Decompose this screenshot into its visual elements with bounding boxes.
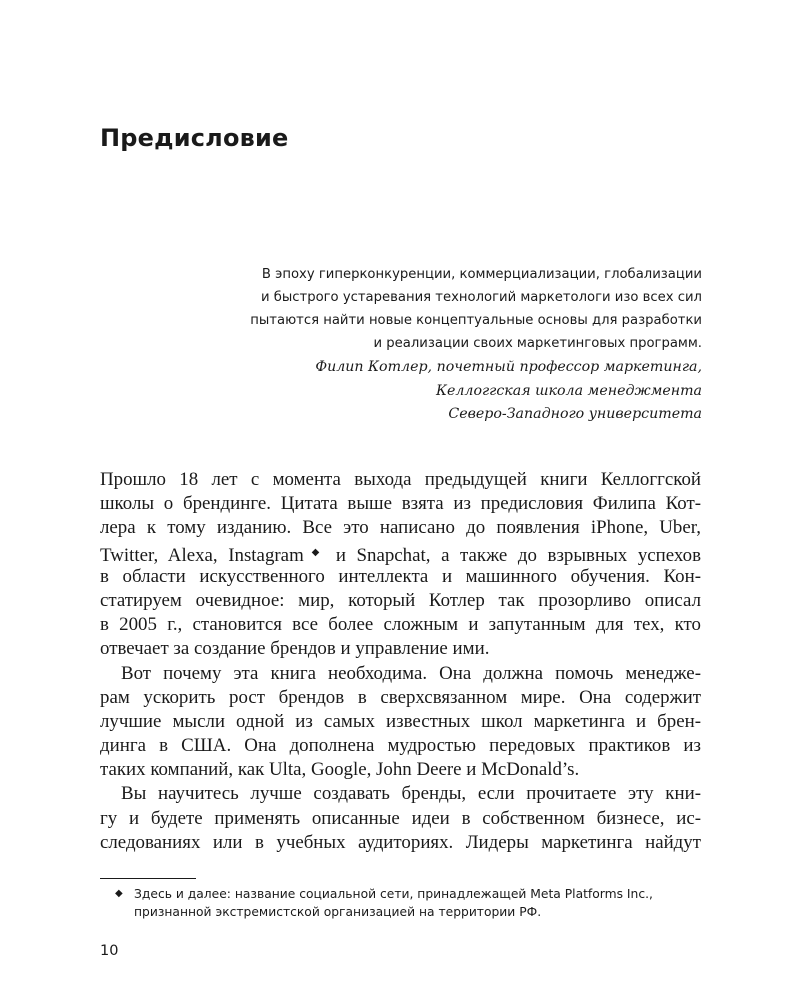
text-line: в области искусственного интеллекта и машинного обучения. Кон- (100, 565, 701, 587)
text-line: школы о брендинге. Цитата выше взята из предисловия Филипа Кот- (100, 493, 701, 515)
text-line: лучшие мысли одной из самых известных школ маркетинга и брен- (100, 710, 701, 732)
epigraph-quote-line: и быстрого устаревания технологий маркетологи изо всех сил (260, 290, 702, 305)
text-line (100, 541, 701, 565)
epigraph-quote-line: В эпоху гиперконкуренции, коммерциализации, глобализации (261, 267, 702, 282)
text-line: статируем очевидное: мир, который Котлер так прозорливо описал (100, 589, 701, 611)
text-line: следованиях или в учебных аудиториях. Лидеры маркетинга найдут (100, 831, 701, 853)
paragraph-1 (100, 468, 701, 662)
footnote-text (115, 886, 705, 921)
footnote-line: Здесь и далее: название социальной сети, принадлежащей Meta Platforms Inc., (134, 887, 653, 901)
chapter-title: Предисловие (100, 124, 289, 152)
paragraph-3 (100, 782, 701, 855)
text-line: таких компаний, как Ulta, Google, John Deere и McDonald’s. (100, 759, 580, 781)
footnote-line: признанной экстремистской организацией на территории РФ. (134, 904, 542, 919)
text-line: Прошло 18 лет с момента выхода предыдущей книги Келлоггской (100, 469, 701, 490)
text-line: Вы научитесь лучше создавать бренды, если прочитаете эту кни- (121, 783, 701, 805)
paragraph-2 (100, 662, 701, 783)
epigraph-quote (150, 263, 702, 355)
text-line: рам ускорить рост брендов в сверхсвязанном мире. Она содержит (100, 686, 701, 708)
text-line: динга в США. Она дополнена мудростью передовых практиков из (100, 735, 701, 757)
footnote-ref-marker[interactable]: ◆ (305, 546, 326, 558)
text-fragment: Twitter, Alexa, Instagram (100, 544, 304, 566)
footnote (115, 886, 705, 921)
text-line: в 2005 г., становится все более сложным и запутанным для тех, кто (100, 614, 701, 636)
footnote-divider (100, 878, 196, 879)
text-line: Вот почему эта книга необходима. Она должна помочь менедже- (121, 662, 701, 684)
attribution-line: Филип Котлер, почетный профессор маркетинга, (315, 359, 702, 375)
epigraph-quote-line: пытаются найти новые концептуальные основы для разработки (250, 313, 702, 328)
body-text (100, 468, 701, 855)
attribution-line: Северо-Западного университета (448, 406, 702, 422)
attribution-line: Келлоггская школа менеджмента (436, 382, 702, 399)
text-line: отвечает за создание брендов и управление ими. (100, 638, 490, 660)
epigraph (150, 263, 702, 427)
footnote-marker-icon: ◆ (115, 888, 123, 899)
text-line: лера к тому изданию. Все это написано до появления iPhone, Uber, (100, 517, 701, 539)
epigraph-attribution (150, 356, 702, 427)
page-number: 10 (100, 943, 119, 959)
text-line: гу и будете применять описанные идеи в собственном бизнесе, ис- (100, 807, 701, 829)
text-fragment: и Snapchat, а также до взрывных успехов (335, 544, 701, 566)
epigraph-quote-line: и реализации своих маркетинговых программ. (373, 336, 702, 351)
